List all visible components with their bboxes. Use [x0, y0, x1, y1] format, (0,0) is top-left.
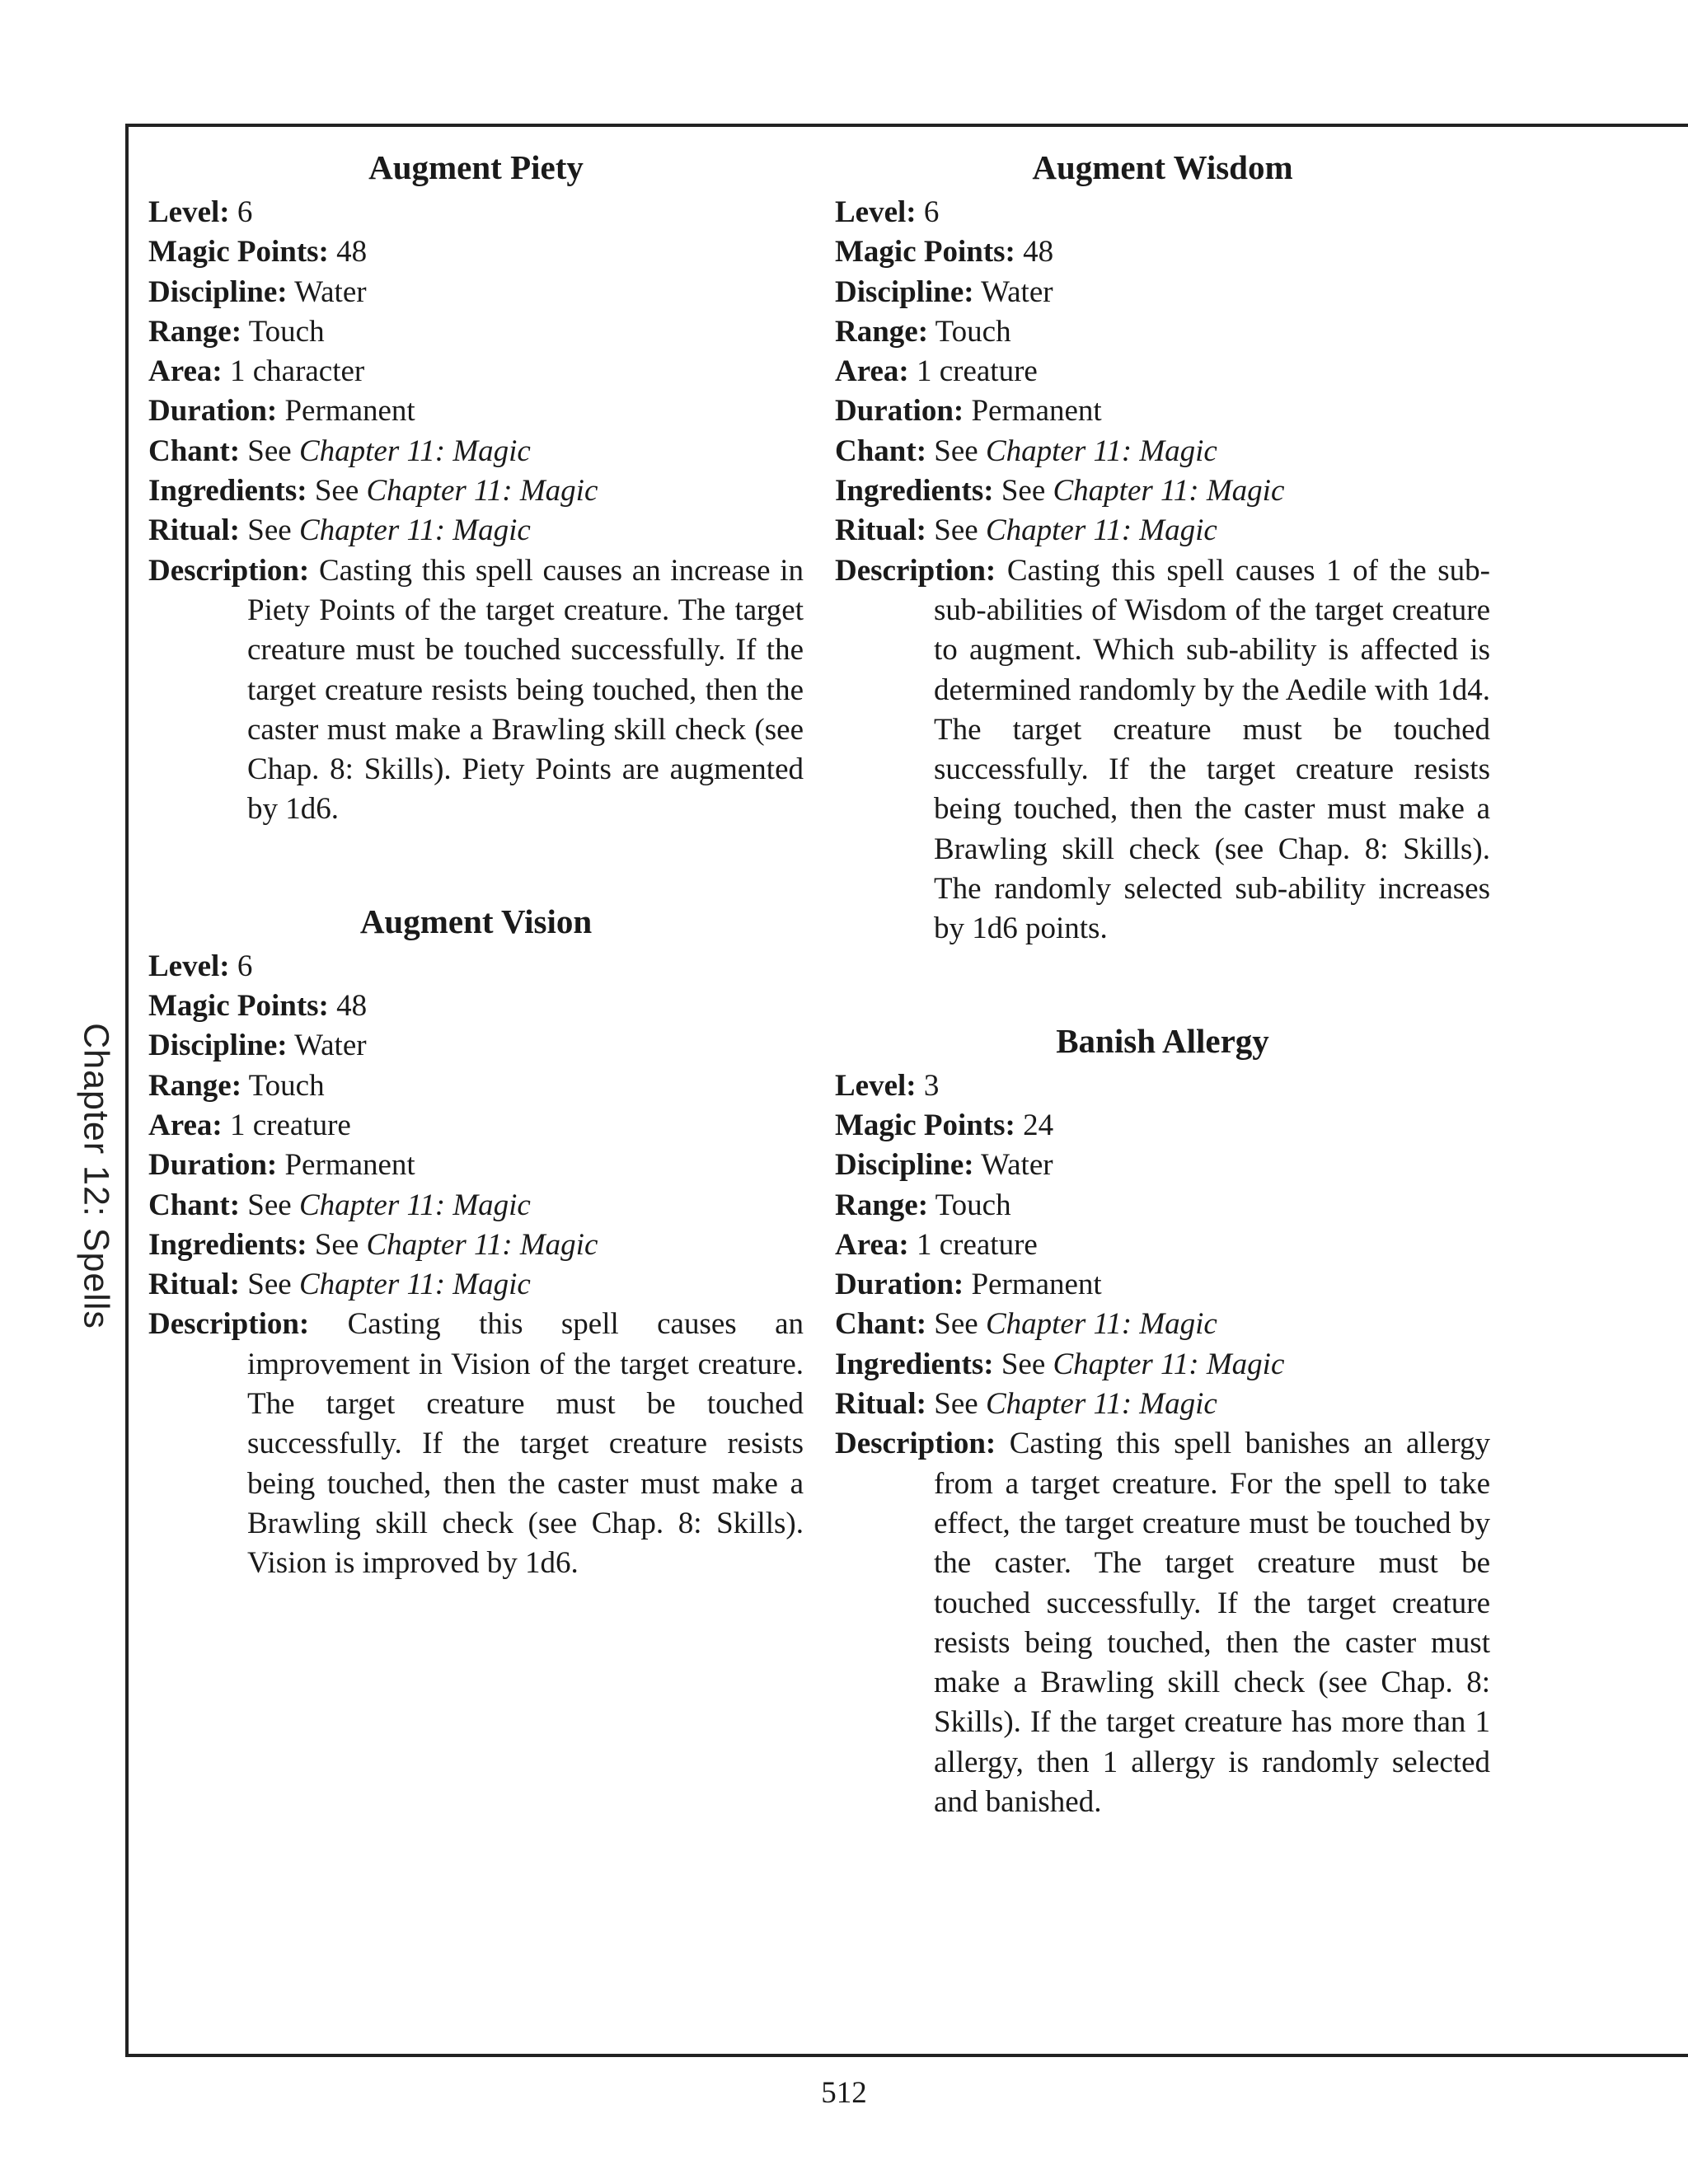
duration-label: Duration:: [148, 1148, 278, 1183]
ingredients-label: Ingredients:: [835, 474, 994, 509]
range-value: Touch: [248, 314, 325, 349]
discipline-label: Discipline:: [148, 1029, 288, 1063]
ritual-label: Ritual:: [835, 513, 926, 548]
spell-augment-piety: [148, 142, 804, 830]
discipline-label: Discipline:: [148, 274, 288, 309]
see-text: See: [247, 434, 292, 468]
chapter-reference: Chapter 11: Magic: [985, 513, 1217, 548]
see-text: See: [934, 434, 978, 468]
level-label: Level:: [148, 195, 230, 229]
left-column: [148, 142, 804, 1650]
magic-points-value: 24: [1023, 1108, 1054, 1142]
ingredients-label: Ingredients:: [835, 1347, 994, 1381]
ritual-row: [148, 1265, 804, 1305]
description-block: [835, 551, 1490, 949]
level-label: Level:: [148, 949, 230, 983]
description-block: [148, 1305, 804, 1583]
level-value: 3: [923, 1068, 940, 1103]
level-value: 6: [237, 949, 253, 983]
range-value: Touch: [935, 314, 1011, 349]
area-value: 1 creature: [229, 1108, 351, 1142]
spell-title: Augment Wisdom: [1032, 148, 1293, 186]
duration-row: [148, 1146, 804, 1185]
ingredients-row: [148, 471, 804, 511]
see-text: See: [247, 1188, 292, 1222]
discipline-row: [835, 1146, 1490, 1185]
chapter-reference: Chapter 11: Magic: [985, 1387, 1217, 1422]
area-value: 1 creature: [916, 1227, 1038, 1262]
range-label: Range:: [835, 1188, 929, 1222]
see-text: See: [1001, 474, 1046, 509]
area-label: Area:: [148, 1108, 223, 1142]
right-column: [835, 142, 1490, 1888]
chant-label: Chant:: [835, 434, 927, 468]
spell-title: Augment Piety: [368, 148, 584, 186]
magic-points-label: Magic Points:: [835, 235, 1015, 269]
duration-label: Duration:: [835, 1268, 964, 1302]
discipline-value: Water: [981, 1148, 1053, 1183]
duration-row: [835, 391, 1490, 431]
area-row: [148, 1106, 804, 1146]
ritual-label: Ritual:: [835, 1387, 926, 1422]
chant-row: [148, 432, 804, 471]
see-text: See: [934, 513, 978, 548]
ritual-row: [835, 511, 1490, 551]
description-text: Casting this spell banishes an allergy from a target creature. For the spell to take effect, the target creature must be touched by the caster. The target creature must be touched successfully. If the target creature resists being touched, then the caster must make a Brawling skill check (see Chap. 8: Skills). If the target creature has more than 1 allergy, then 1 allergy is randomly selected and banished.: [934, 1427, 1490, 1819]
area-row: [835, 1226, 1490, 1265]
magic-points-value: 48: [336, 235, 368, 269]
chant-label: Chant:: [148, 1188, 241, 1222]
description-label: Description:: [148, 1307, 310, 1342]
see-text: See: [247, 1268, 292, 1302]
chant-label: Chant:: [148, 434, 241, 468]
see-text: See: [314, 474, 359, 509]
chapter-side-title: Chapter 12: Spells: [76, 1023, 116, 1329]
magic-points-row: [148, 987, 804, 1026]
spell-title: Augment Vision: [359, 902, 593, 940]
magic-points-label: Magic Points:: [148, 235, 329, 269]
duration-row: [148, 391, 804, 431]
chant-row: [835, 1305, 1490, 1344]
chapter-reference: Chapter 11: Magic: [298, 513, 531, 548]
description-text: Casting this spell causes an increase in Piety Points of the target creature. The target creature must be touched successfully. If the target creature resists being touched, then the caster must make a Brawling skill check (see Chap. 8: Skills). Piety Points are augmented by 1d6.: [247, 553, 804, 827]
magic-points-label: Magic Points:: [148, 989, 329, 1024]
level-value: 6: [923, 195, 940, 229]
description-block: [835, 1424, 1490, 1822]
ritual-row: [835, 1385, 1490, 1424]
see-text: See: [934, 1387, 978, 1422]
range-row: [835, 1186, 1490, 1226]
page-number: 512: [821, 2076, 867, 2110]
discipline-label: Discipline:: [835, 1148, 974, 1183]
see-text: See: [314, 1227, 359, 1262]
range-row: [148, 312, 804, 352]
description-text: Casting this spell causes an improvement in Vision of the target creature. The target creature must be touched successfully. If the target creature resists being touched, then the caster must make a Brawling skill check (see Chap. 8: Skills). Vision is improved by 1d6.: [247, 1307, 804, 1581]
ritual-label: Ritual:: [148, 513, 240, 548]
discipline-row: [148, 1026, 804, 1066]
range-label: Range:: [148, 314, 242, 349]
area-label: Area:: [835, 1227, 909, 1262]
magic-points-value: 48: [1023, 235, 1054, 269]
chapter-reference: Chapter 11: Magic: [298, 434, 531, 468]
ingredients-row: [148, 1226, 804, 1265]
level-value: 6: [237, 195, 253, 229]
magic-points-row: [148, 232, 804, 272]
magic-points-label: Magic Points:: [835, 1108, 1015, 1142]
spell-augment-wisdom: [835, 142, 1490, 949]
spell-augment-vision: [148, 896, 804, 1584]
duration-label: Duration:: [148, 394, 278, 429]
duration-value: Permanent: [284, 394, 415, 429]
discipline-row: [835, 273, 1490, 312]
range-row: [148, 1066, 804, 1106]
range-label: Range:: [148, 1068, 242, 1103]
magic-points-row: [835, 1106, 1490, 1146]
magic-points-value: 48: [336, 989, 368, 1024]
ingredients-row: [835, 471, 1490, 511]
see-text: See: [1001, 1347, 1046, 1381]
chant-row: [148, 1186, 804, 1226]
ingredients-row: [835, 1345, 1490, 1385]
chapter-reference: Chapter 11: Magic: [298, 1268, 531, 1302]
see-text: See: [247, 513, 292, 548]
range-row: [835, 312, 1490, 352]
chapter-reference: Chapter 11: Magic: [985, 434, 1217, 468]
area-row: [835, 352, 1490, 391]
range-value: Touch: [935, 1188, 1011, 1222]
discipline-value: Water: [294, 274, 367, 309]
duration-value: Permanent: [971, 394, 1102, 429]
description-text: Casting this spell causes 1 of the sub-sub-abilities of Wisdom of the target creature to augment. Which sub-ability is affected is determined randomly by the Aedile with 1d4. The target creature must be touched successfully. If the target creature resists being touched, then the caster must make a Brawling skill check (see Chap. 8: Skills). The randomly selected sub-ability increases by 1d6 points.: [934, 553, 1491, 946]
ingredients-label: Ingredients:: [148, 1227, 307, 1262]
chapter-reference: Chapter 11: Magic: [985, 1307, 1217, 1342]
chapter-reference: Chapter 11: Magic: [366, 474, 598, 509]
discipline-label: Discipline:: [835, 274, 974, 309]
ingredients-label: Ingredients:: [148, 474, 307, 509]
chapter-reference: Chapter 11: Magic: [1053, 1347, 1285, 1381]
range-value: Touch: [248, 1068, 325, 1103]
level-label: Level:: [835, 195, 917, 229]
level-label: Level:: [835, 1068, 917, 1103]
description-label: Description:: [148, 553, 310, 588]
duration-row: [835, 1265, 1490, 1305]
area-label: Area:: [148, 354, 223, 389]
chapter-reference: Chapter 11: Magic: [1053, 474, 1285, 509]
area-row: [148, 352, 804, 391]
area-value: 1 character: [229, 354, 365, 389]
spell-title: Banish Allergy: [1056, 1021, 1269, 1060]
magic-points-row: [835, 232, 1490, 272]
chant-label: Chant:: [835, 1307, 927, 1342]
chant-row: [835, 432, 1490, 471]
description-label: Description:: [835, 553, 996, 588]
see-text: See: [934, 1307, 978, 1342]
chapter-reference: Chapter 11: Magic: [366, 1227, 598, 1262]
area-label: Area:: [835, 354, 909, 389]
description-label: Description:: [835, 1427, 996, 1461]
level-row: [148, 947, 804, 987]
discipline-value: Water: [294, 1029, 367, 1063]
discipline-value: Water: [981, 274, 1053, 309]
discipline-row: [148, 273, 804, 312]
ritual-label: Ritual:: [148, 1268, 240, 1302]
level-row: [835, 193, 1490, 232]
ritual-row: [148, 511, 804, 551]
chapter-reference: Chapter 11: Magic: [298, 1188, 531, 1222]
level-row: [148, 193, 804, 232]
area-value: 1 creature: [916, 354, 1038, 389]
duration-label: Duration:: [835, 394, 964, 429]
range-label: Range:: [835, 314, 929, 349]
duration-value: Permanent: [971, 1268, 1102, 1302]
description-block: [148, 551, 804, 830]
spell-banish-allergy: [835, 1015, 1490, 1823]
level-row: [835, 1066, 1490, 1106]
duration-value: Permanent: [284, 1148, 415, 1183]
